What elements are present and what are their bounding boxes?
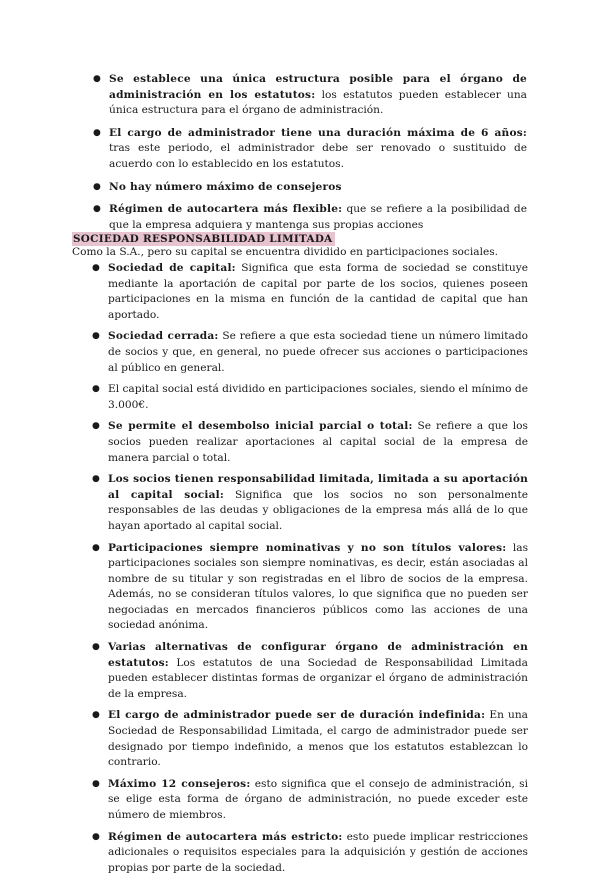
item-term: Varias alternativas de configurar órgano de administración en estatutos: — [108, 641, 528, 669]
item-text: Significa que esta forma de sociedad se constituye mediante la aportación de capital por parte de los socios, quienes poseen participaciones en la misma en función de la cantidad de capital que han aportado. — [108, 262, 528, 321]
item-text: En una Sociedad de Responsabilidad Limitada, el cargo de administrador puede ser designado por tiempo indefinido, a menos que los estatutos establezcan lo contrario. — [108, 709, 528, 769]
list-item — [93, 202, 527, 233]
list-item — [92, 640, 528, 702]
item-text: los estatutos pueden establecer una única estructura para el órgano de administración. — [109, 88, 527, 117]
bullet-icon: ● — [92, 831, 100, 842]
bullet-icon: ● — [93, 127, 101, 138]
item-text: El capital social está dividido en participaciones sociales, siendo el mínimo de 3.000€. — [108, 383, 528, 411]
main-bullet-list — [92, 261, 529, 882]
list-item — [92, 830, 529, 877]
item-text: Los estatutos de una Sociedad de Responsabilidad Limitada pueden establecer distintas formas de organizar el órgano de administración de la empresa. — [108, 656, 528, 700]
section-heading: SOCIEDAD RESPONSABILIDAD LIMITADA — [73, 233, 333, 245]
list-item — [92, 472, 528, 534]
list-item — [93, 180, 527, 196]
item-term: Se establece una única estructura posible para el órgano de administración en los estatutos: — [109, 73, 527, 101]
top-bullet-list — [93, 72, 527, 240]
bullet-icon: ● — [92, 421, 100, 432]
bullet-icon: ● — [92, 642, 100, 653]
item-term: No hay número máximo de consejeros — [109, 180, 342, 193]
item-text: esto puede implicar restricciones adicionales o requisitos especiales para la adquisición y gestión de acciones propias por parte de la sociedad. — [108, 830, 529, 874]
bullet-icon: ● — [92, 331, 100, 342]
bullet-icon: ● — [92, 778, 100, 789]
bullet-icon: ● — [93, 181, 101, 192]
bullet-icon: ● — [92, 474, 100, 485]
item-text: esto significa que el consejo de administración, si se elige esta forma de órgano de administración, no puede exceder este número de miembros. — [108, 777, 529, 821]
item-text: Significa que los socios no son personalmente responsables de las deudas y obligaciones de la empresa más allá de lo que hayan aportado al capital social. — [108, 488, 528, 532]
list-item — [92, 329, 528, 376]
item-term: Los socios tienen responsabilidad limitada, limitada a su aportación al capital social: — [108, 473, 528, 501]
list-item — [92, 261, 528, 323]
item-text: tras este periodo, el administrador debe ser renovado o sustituido de acuerdo con lo establecido en los estatutos. — [109, 142, 527, 170]
item-text: las participaciones sociales son siempre nominativas, es decir, están asociadas al nombre de su titular y son registradas en el libro de socios de la empresa. Además, no se consideran títulos valores, lo que significa que no pueden ser negociadas en mercados financieros públicos como las acciones de una sociedad anónima. — [108, 541, 529, 632]
section-intro: Como la S.A., pero su capital se encuentra dividido en participaciones sociales. — [72, 246, 499, 258]
bullet-icon: ● — [93, 74, 101, 84]
list-item — [93, 72, 527, 119]
list-item — [92, 382, 528, 413]
bullet-icon: ● — [92, 384, 100, 395]
item-term: Máximo 12 consejeros: — [108, 777, 251, 790]
item-text: Se refiere a que los socios pueden realizar aportaciones al capital social de la empresa de manera parcial o total. — [108, 420, 528, 464]
list-item — [92, 419, 528, 466]
item-term: Se permite el desembolso inicial parcial o total: — [108, 420, 413, 433]
bullet-icon: ● — [93, 204, 101, 215]
bullet-icon: ● — [92, 542, 100, 553]
item-term: El cargo de administrador puede ser de duración indefinida: — [108, 709, 486, 722]
item-term: Régimen de autocartera más flexible: — [109, 203, 343, 216]
list-item — [92, 541, 529, 635]
item-term: Sociedad de capital: — [108, 262, 236, 274]
item-term: Régimen de autocartera más estricto: — [108, 830, 343, 843]
item-term: Sociedad cerrada: — [108, 330, 219, 343]
list-item — [92, 777, 529, 824]
list-item — [92, 708, 528, 770]
item-term: El cargo de administrador tiene una duración máxima de 6 años: — [109, 126, 527, 139]
item-term: Participaciones siempre nominativas y no son títulos valores: — [108, 541, 507, 554]
bullet-icon: ● — [92, 710, 100, 721]
item-text: Se refiere a que esta sociedad tiene un número limitado de socios y que, en general, no puede ofrecer sus acciones o participaciones al público en general. — [108, 330, 528, 374]
bullet-icon: ● — [92, 263, 100, 273]
list-item — [93, 126, 527, 173]
item-text: que se refiere a la posibilidad de que la empresa adquiera y mantenga sus propias acciones — [109, 203, 527, 231]
